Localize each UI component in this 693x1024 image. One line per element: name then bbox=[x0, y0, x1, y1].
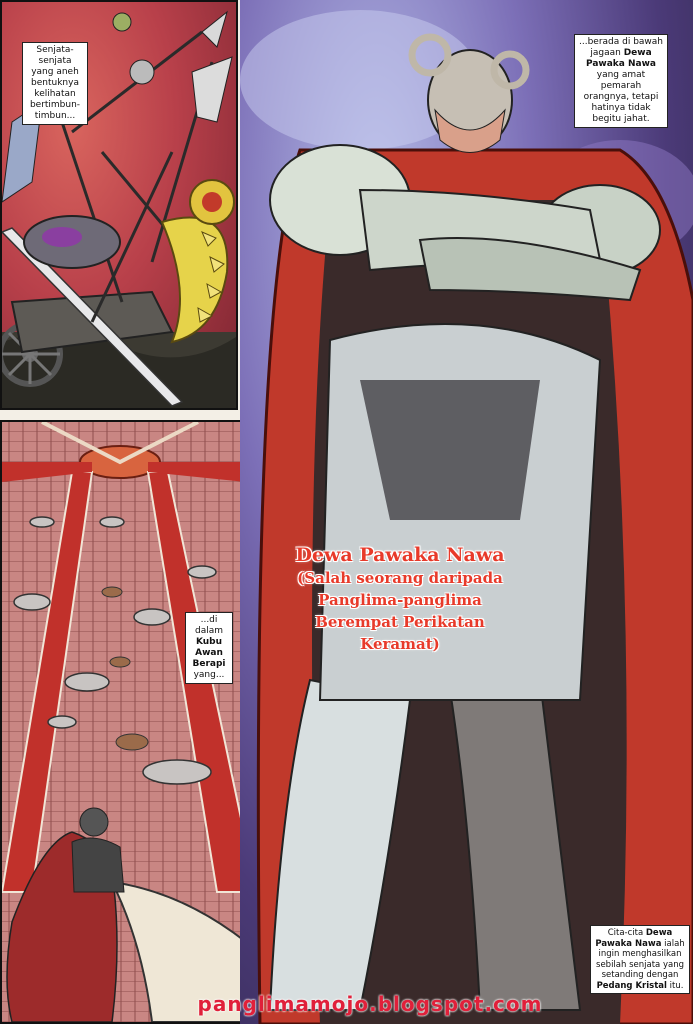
caption-guard bbox=[574, 34, 668, 128]
caption-ambition-intro: Cita-cita bbox=[607, 928, 644, 938]
caption-weapons-text: Senjata-senjata yang aneh bentuknya kelihatan bertimbun-timbun... bbox=[29, 45, 81, 121]
dewa-pawaka-nawa-art bbox=[240, 0, 693, 1024]
panel-forge-hall bbox=[0, 420, 248, 1024]
caption-kubu-intro: ...di dalam bbox=[194, 615, 223, 636]
character-name: Dewa Pawaka Nawa bbox=[295, 544, 505, 566]
caption-ambition-mid: ialah ingin menghasilkan sebilah senjata yang setanding dengan bbox=[596, 938, 685, 980]
caption-kubu-name: Kubu Awan Berapi bbox=[192, 637, 226, 669]
caption-guard-rest: yang amat pemarah orangnya, tetapi hatinya tidak begitu jahat. bbox=[583, 70, 659, 124]
caption-weapons bbox=[22, 42, 88, 125]
watermark-text: panglimamojo.blogspot.com bbox=[197, 992, 543, 1016]
caption-ambition-sword: Pedang Kristal bbox=[596, 980, 667, 991]
caption-guard-intro: ...berada di bawah jagaan bbox=[578, 37, 664, 58]
character-title-block bbox=[270, 543, 530, 655]
caption-ambition-end: itu. bbox=[669, 980, 684, 991]
panel-dewa-pawaka-nawa bbox=[240, 0, 693, 1024]
caption-ambition bbox=[590, 925, 690, 994]
panel-weapon-pile bbox=[0, 0, 238, 410]
forge-hall-art bbox=[2, 422, 246, 1022]
caption-ambition-name: Dewa Pawaka Nawa bbox=[595, 928, 673, 949]
caption-kubu bbox=[185, 612, 233, 684]
caption-guard-name: Dewa Pawaka Nawa bbox=[585, 48, 656, 69]
caption-kubu-rest: yang... bbox=[193, 670, 225, 680]
character-subtitle: (Salah seorang daripada Panglima-panglima Berempat Perikatan Keramat) bbox=[297, 569, 503, 653]
